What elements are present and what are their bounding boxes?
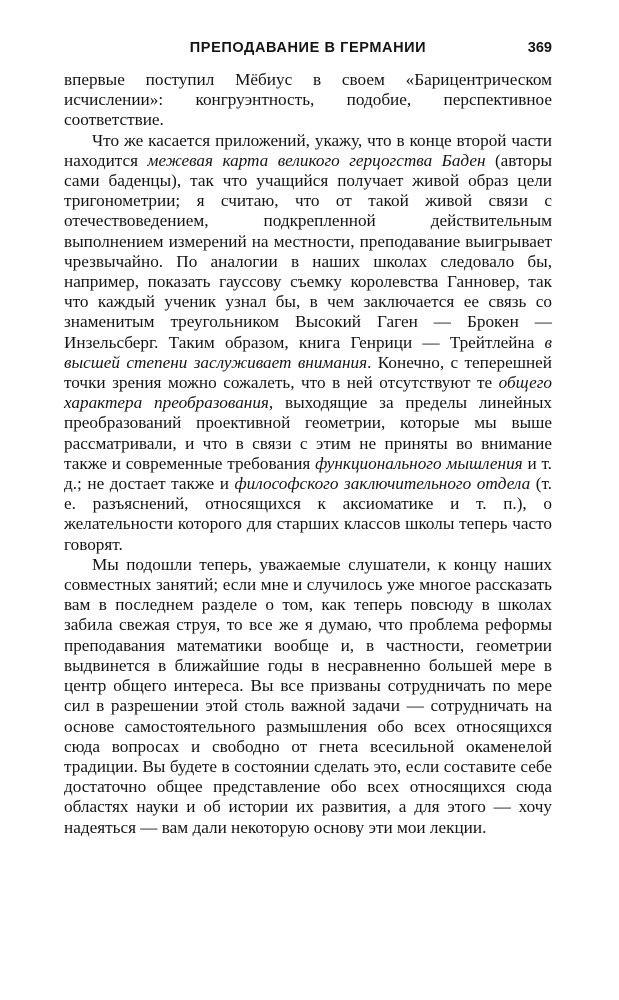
- emphasis-text: межевая карта великого герцогства Баден: [147, 150, 486, 170]
- text-run: Мы подошли теперь, уважаемые слушатели, к концу наших совместных занятий; если мне и случилось уже многое рассказать вам в последнем разделе о том, как теперь повсюду в школах забила свежая струя, то все же я думаю, что проблема реформы преподавания математики вообще и, в частности, геометрии выдвинется в ближайшие годы в несравненно большей мере в центр общего интереса. Вы все призваны сотрудничать по мере сил в разрешении этой столь важной задачи — сотрудничать на основе самостоятельного размышления обо всех относящихся сюда вопросах и свободно от гнета всесильной окаменелой традиции. Вы будете в состоянии сделать это, если составите себе достаточно общее представление обо всех относящихся сюда областях науки и об истории их развития, а для этого — хочу надеяться — вам дали некоторую основу эти мои лекции.: [64, 554, 552, 837]
- text-run: и т. д.; не достает также и: [64, 453, 552, 494]
- page-number: 369: [527, 40, 552, 56]
- running-title: ПРЕПОДАВАНИЕ В ГЕРМАНИИ: [189, 40, 427, 56]
- paragraph-applications: [64, 131, 552, 555]
- emphasis-text: в высшей степени заслуживает внимания: [64, 332, 552, 372]
- body-text: [64, 70, 552, 838]
- text-run: (авторы сами баденцы), так что учащийся получает живой образ цели тригонометрии; я считаю, что от такой живой связи с отечествоведением, подкрепленной действительным выполнением измерений на местности, преподавание выигрывает чрезвычайно. По аналогии в наших школах следовало бы, например, показать гауссову съемку королевства Ганновер, так что каждый ученик узнал бы, в чем заключается ее связь со знаменитым треугольником Высокий Гаген — Брокен — Инзельсберг. Таким образом, книга Генрици — Трейтлейна: [64, 150, 553, 352]
- text-run: (т. е. разъяснений, относящихся к аксиоматике и т. п.), о желательности которого для старших классов школы теперь часто говорят.: [64, 474, 552, 554]
- paragraph-conclusion: [64, 555, 552, 838]
- paragraph-continuation: [64, 70, 552, 131]
- text-run: . Конечно, с теперешней точки зрения можно сожалеть, что в ней отсутствуют те: [64, 352, 552, 393]
- emphasis-text: функционального мышления: [315, 453, 523, 473]
- text-run: впервые поступил Мёбиус в своем «Барицентрическом исчислении»: конгруэнтность, подобие, перспективное соответствие.: [64, 70, 552, 130]
- text-run: , выходящие за пределы линейных преобразований проективной геометрии, которые мы выше рассматривали, и что в связи с этим не приняты во внимание также и современные требования: [64, 393, 552, 473]
- running-head: [64, 40, 552, 64]
- book-page: [64, 40, 552, 960]
- emphasis-text: общего характера преобразования: [64, 373, 552, 413]
- emphasis-text: философского заключительного отдела: [234, 474, 531, 494]
- text-run: Что же касается приложений, укажу, что в конце второй части находится: [64, 130, 552, 170]
